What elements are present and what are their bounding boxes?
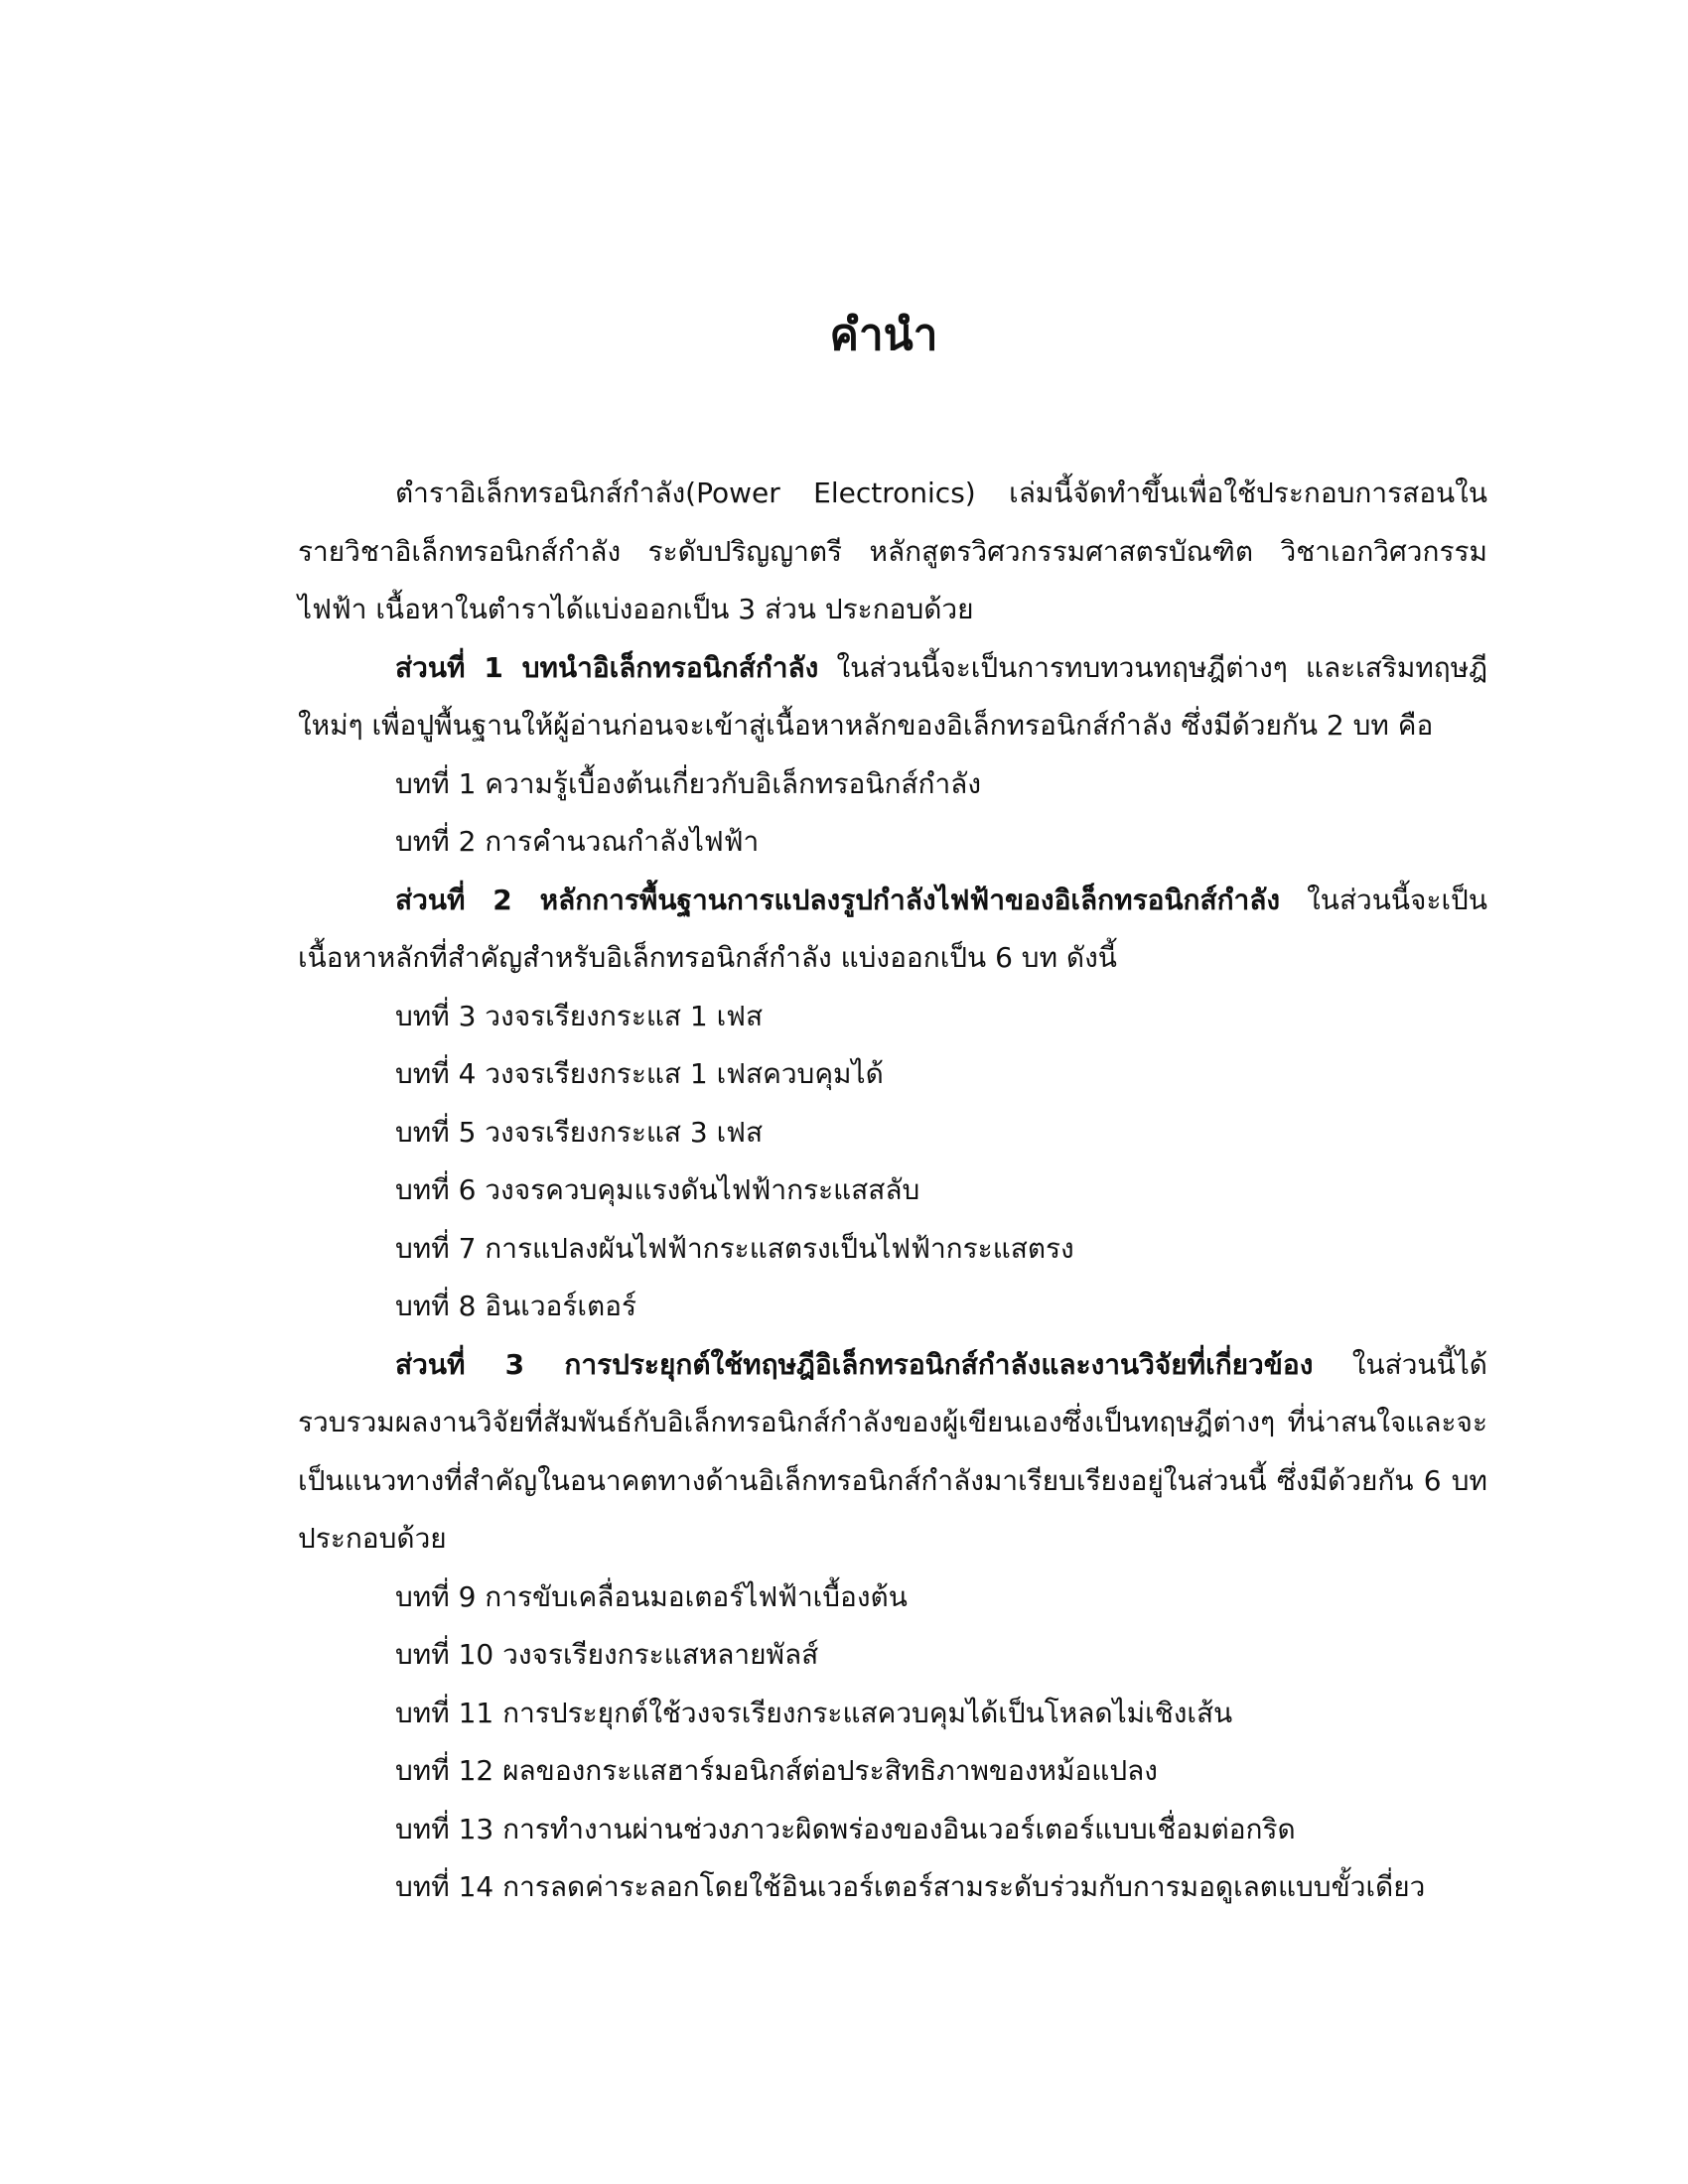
section-2-paragraph [298,872,1487,988]
chapter-item: บทที่ 8 อินเวอร์เตอร์ [395,1290,637,1322]
chapter-item: บทที่ 7 การแปลงผันไฟฟ้ากระแสตรงเป็นไฟฟ้ากระแสตรง [395,1231,1074,1265]
chapter-item: บทที่ 1 ความรู้เบื้องต้นเกี่ยวกับอิเล็กทรอนิกส์กำลัง [395,766,982,800]
section-2-body: ในส่วนนี้จะเป็นเนื้อหาหลักที่สำคัญสำหรับอิเล็กทรอนิกส์กำลัง แบ่งออกเป็น 6 บท ดังนี้ [298,883,1487,974]
chapter-item: บทที่ 6 วงจรควบคุมแรงดันไฟฟ้ากระแสสลับ [395,1173,920,1206]
chapter-item: บทที่ 3 วงจรเรียงกระแส 1 เฟส [395,999,764,1032]
section-1-paragraph [298,639,1487,755]
preface-body [298,465,1487,1917]
chapter-item: บทที่ 9 การขับเคลื่อนมอเตอร์ไฟฟ้าเบื้องต้น [395,1579,908,1613]
chapter-item: บทที่ 14 การลดค่าระลอกโดยใช้อินเวอร์เตอร์สามระดับร่วมกับการมอดูเลตแบบขั้วเดี่ยว [395,1870,1426,1903]
section-2-heading: ส่วนที่ 2 หลักการพื้นฐานการแปลงรูปกำลังไฟฟ้าของอิเล็กทรอนิกส์กำลัง [395,883,1281,916]
section-3-paragraph [298,1336,1487,1569]
section-3-body: ในส่วนนี้ได้รวบรวมผลงานวิจัยที่สัมพันธ์กับอิเล็กทรอนิกส์กำลังของผู้เขียนเองซึ่งเป็นทฤษฎีต่างๆ ที่น่าสนใจและจะเป็นแนวทางที่สำคัญในอนาคตทางด้านอิเล็กทรอนิกส์กำลังมาเรียบเรียงอยู่ในส่วนนี้ ซึ่งมีด้วยกัน 6 บท ประกอบด้วย [298,1347,1487,1555]
intro-paragraph: ตำราอิเล็กทรอนิกส์กำลัง(Power Electronics) เล่มนี้จัดทำขึ้นเพื่อใช้ประกอบการสอนในรายวิชาอิเล็กทรอนิกส์กำลัง ระดับปริญญาตรี หลักสูตรวิศวกรรมศาสตรบัณฑิต วิชาเอกวิศวกรรมไฟฟ้า เนื้อหาในตำราได้แบ่งออกเป็น 3 ส่วน ประกอบด้วย [298,477,1487,625]
chapter-item: บทที่ 5 วงจรเรียงกระแส 3 เฟส [395,1115,764,1149]
page-title: คำนำ [829,310,938,360]
section-1-body: ในส่วนนี้จะเป็นการทบทวนทฤษฎีต่างๆ และเสริมทฤษฎีใหม่ๆ เพื่อปูพื้นฐานให้ผู้อ่านก่อนจะเข้าสู่เนื้อหาหลักของอิเล็กทรอนิกส์กำลัง ซึ่งมีด้วยกัน 2 บท คือ [298,650,1487,742]
section-1-heading: ส่วนที่ 1 บทนำอิเล็กทรอนิกส์กำลัง [395,650,819,684]
chapter-item: บทที่ 10 วงจรเรียงกระแสหลายพัลส์ [395,1638,819,1671]
chapter-item: บทที่ 13 การทำงานผ่านช่วงภาวะผิดพร่องของอินเวอร์เตอร์แบบเชื่อมต่อกริด [395,1812,1296,1845]
chapter-item: บทที่ 4 วงจรเรียงกระแส 1 เฟสควบคุมได้ [395,1057,884,1090]
chapter-item: บทที่ 12 ผลของกระแสฮาร์มอนิกส์ต่อประสิทธิภาพของหม้อแปลง [395,1754,1158,1787]
chapter-item: บทที่ 2 การคำนวณกำลังไฟฟ้า [395,825,760,858]
chapter-item: บทที่ 11 การประยุกต์ใช้วงจรเรียงกระแสควบคุมได้เป็นโหลดไม่เชิงเส้น [395,1696,1233,1729]
section-3-heading: ส่วนที่ 3 การประยุกต์ใช้ทฤษฎีอิเล็กทรอนิกส์กำลังและงานวิจัยที่เกี่ยวข้อง [395,1347,1314,1381]
